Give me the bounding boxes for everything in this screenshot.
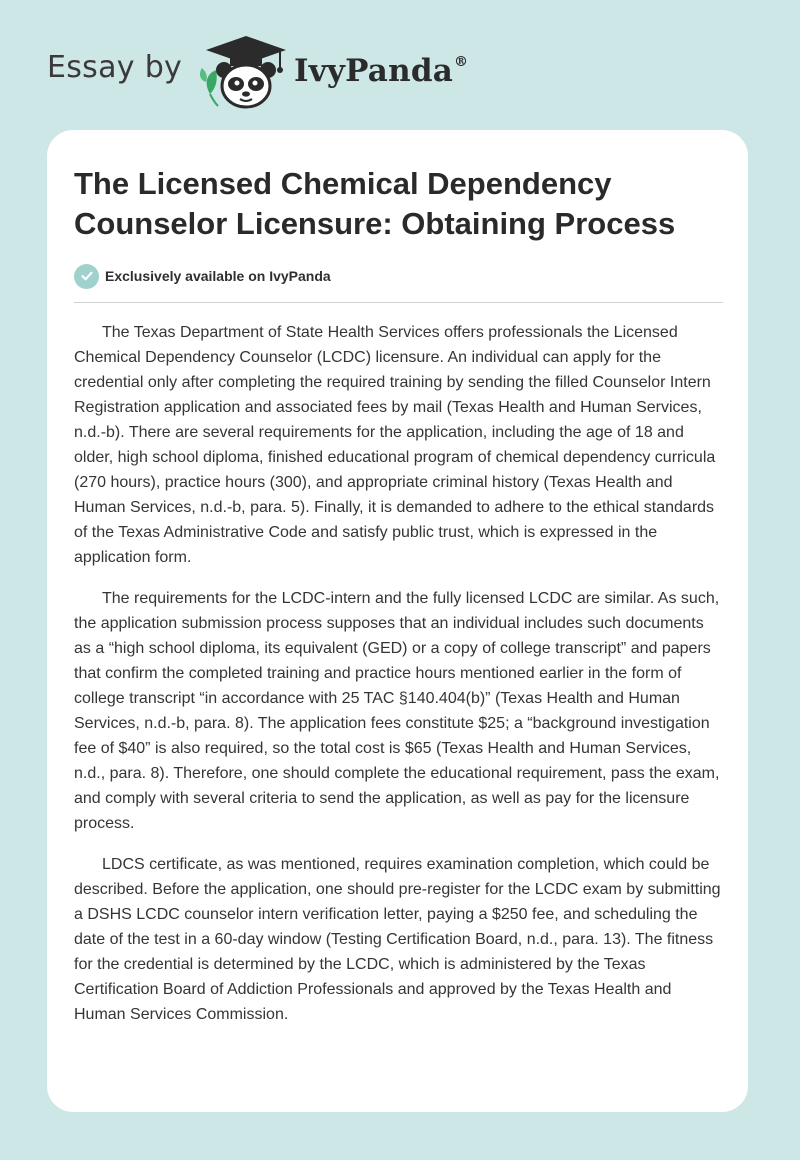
essay-paragraph: The Texas Department of State Health Services offers professionals the Licensed Chemical Dependency Counselor (LCDC) licensure. An individual can apply for the credential only after completing the required training by sending the filled Counselor Intern Registration application and associated fees by mail (Texas Health and Human Services, n.d.-b). There are several requirements for the application, including the age of 18 and older, high school diploma, finished educational program of chemical dependency curricula (270 hours), practice hours (300), and appropriate criminal history (Texas Health and Human Services, n.d.-b, para. 5). Finally, it is demanded to adhere to the ethical standards of the Texas Administrative Code and satisfy public trust, which is expressed in the application form. (74, 324, 716, 566)
title-divider (74, 302, 723, 303)
site-header (0, 0, 800, 130)
essay-paragraph: LDCS certificate, as was mentioned, requires examination completion, which could be described. Before the application, one should pre-register for the LCDC exam by submitting a DSHS LCDC counselor intern verification letter, paying a $250 fee, and scheduling the date of the test in a 60-day window (Testing Certification Board, n.d., para. 13). The fitness for the credential is determined by the LCDC, which is administered by the Texas Certification Board of Addiction Professionals and approved by the Texas Health and Human Services Commission. (74, 856, 721, 1023)
ivypanda-brand[interactable] (294, 53, 468, 89)
leaf-icon (200, 68, 218, 106)
essay-paragraph: The requirements for the LCDC-intern and the fully licensed LCDC are similar. As such, the application submission process supposes that an individual includes such documents as a “high school diploma, its equivalent (GED) or a copy of college transcript” and papers that confirm the completed training and practice hours mentioned earlier in the form of college transcript “in accordance with 25 TAC §140.404(b)” (Texas Health and Human Services, n.d.-b, para. 8). The application fees constitute $25; a “background investigation fee of $40” is also required, so the total cost is $65 (Texas Health and Human Services, n.d., para. 8). Therefore, one should complete the educational requirement, pass the exam, and comply with several criteria to send the application, as well as pay for the licensure process. (74, 590, 720, 832)
essay-body (74, 320, 724, 1043)
essay-card (47, 130, 748, 1112)
check-circle-icon (74, 264, 99, 289)
essay-by-label: Essay by (47, 50, 183, 85)
brand-name: IvyPanda (294, 53, 453, 89)
registered-mark: ® (454, 53, 469, 70)
exclusive-badge-text: Exclusively available on IvyPanda (105, 268, 331, 284)
panda-graduate-logo-icon[interactable] (196, 34, 292, 110)
exclusive-badge (74, 263, 331, 289)
essay-title: The Licensed Chemical Dependency Counselor Licensure: Obtaining Process (74, 166, 676, 241)
